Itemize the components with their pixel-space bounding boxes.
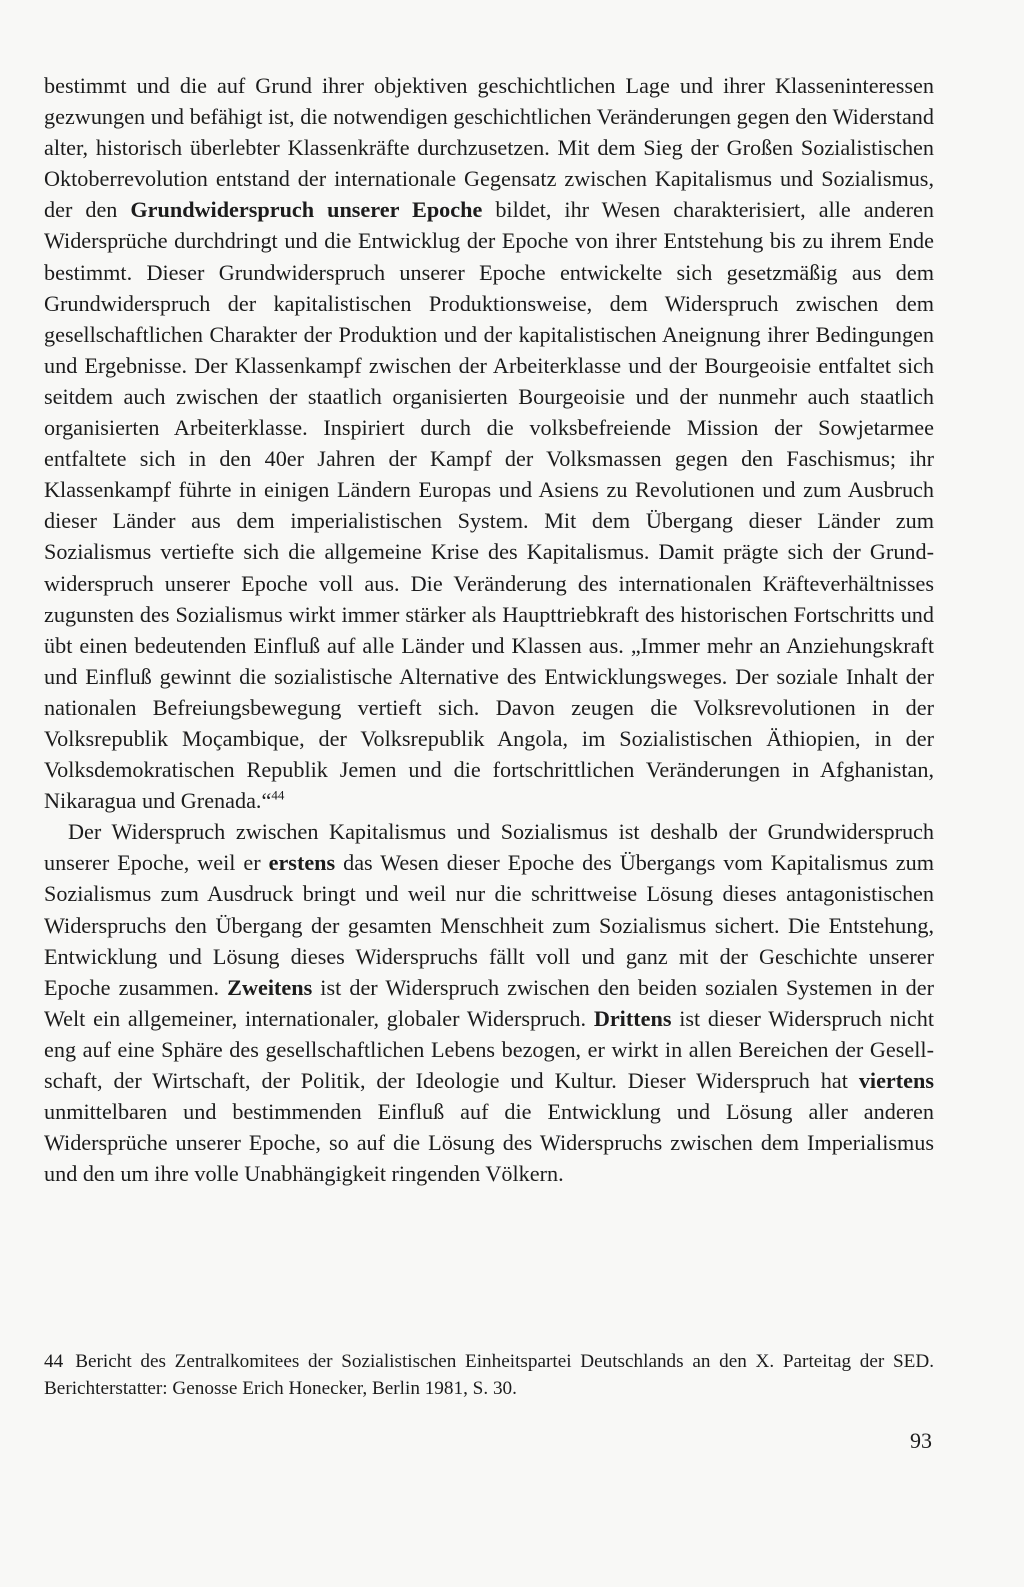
footnote — [44, 1348, 934, 1402]
bold-term: Drittens — [593, 1005, 672, 1031]
page-number: 93 — [910, 1428, 932, 1453]
body-text — [44, 70, 934, 1189]
text-segment: das Wesen dieser Epoche des Übergangs vom Kapitalismus zum Sozialismus zum Ausdruck bringt und weil nur die schrittweise Lösung dieses antagonistischen Widerspruchs den Übergang der gesamten Menschheit zum Sozialismus sichert. Die Entstehung, Entwicklung und Lösung dieses Widerspruchs fällt voll und ganz mit der Geschichte unserer Epoche zusammen. — [44, 850, 934, 1000]
text-segment: Der Widerspruch zwischen Kapitalismus und Sozialismus ist deshalb der Grundwiderspruch unserer Epoche, weil er — [44, 819, 934, 876]
text-segment: ist der Widerspruch zwischen den beiden sozialen Systemen in der Welt ein allgemeiner, internationaler, globaler Widerspruch. — [44, 974, 934, 1031]
bold-term: Grundwiderspruch unserer Epoche — [130, 197, 483, 223]
bold-term: Zweitens — [227, 974, 313, 1000]
paragraph-1 — [44, 70, 934, 816]
text-segment: unmittelbaren und bestimmenden Einfluß auf die Entwicklung und Lösung aller anderen Widersprüche unserer Epoche, so auf die Lösung des Widerspruchs zwischen dem Imperialismus und den um ihre volle Unabhängigkeit ringenden Völkern. — [44, 1099, 934, 1187]
text-segment: bildet, ihr Wesen charakterisiert, alle anderen Widersprüche durchdringt und die Entwicklug der Epoche von ihrer Entstehung bis zu ihrem Ende bestimmt. Dieser Grundwiderspruch unserer Epoche entwickelte sich gesetzmäßig aus dem Grundwiderspruch der kapitalistischen Produktionsweise, dem Widerspruch zwischen dem gesellschaftlichen Charakter der Produktion und der kapitalistischen Aneignung ihrer Bedingungen und Ergebnisse. Der Klassenkampf zwischen der Arbeiterklasse und der Bourgeoisie entfaltet sich seitdem auch zwischen der staatlich organisierten Bourgeoisie und der nunmehr auch staatlich organisierten Arbeiterklasse. Inspiriert durch die volksbefreiende Mission der Sowjetarmee entfaltete sich in den 40er Jahren der Kampf der Volksmassen gegen den Faschismus; ihr Klassenkampf führte in einigen Ländern Europas und Asiens zu Revolutionen und zum Ausbruch dieser Länder aus dem imperialistischen System. Mit dem Übergang dieser Länder zum Sozialismus vertiefte sich die allgemeine Krise des Kapitalismus. Damit prägte sich der Grundwiderspruch unserer Epoche voll aus. Die Veränderung des internationalen Kräfteverhältnisses zugunsten des Sozialismus wirkt immer stärker als Haupttriebkraft des historischen Fortschritts und übt einen bedeutenden Einfluß auf alle Länder und Klassen aus. „Immer mehr an Anziehungskraft und Einfluß gewinnt die sozialistische Alternative des Entwicklungsweges. Der soziale Inhalt der nationalen Befreiungsbewegung vertieft sich. Davon zeugen die Volksrevolutionen in der Volksrepublik Moçambique, der Volksrepublik Angola, im Sozialistischen Äthiopien, in der Volksdemokratischen Republik Jemen und die fortschrittlichen Veränderungen in Afghanistan, Nikaragua und Grenada.“ — [44, 197, 934, 814]
text-segment: ist dieser Widerspruch nicht eng auf eine Sphäre des gesellschaftlichen Lebens bezogen, er wirkt in allen Bereichen der Gesellschaft, der Wirtschaft, der Politik, der Ideologie und Kultur. Dieser Widerspruch hat — [44, 1005, 934, 1093]
bold-term: viertens — [858, 1068, 934, 1093]
paragraph-2 — [44, 816, 934, 1189]
text-segment: bestimmt und die auf Grund ihrer objektiven geschichtlichen Lage und ihrer Klasseninteressen gezwungen und befähigt ist, die notwendigen geschichtlichen Veränderungen gegen den Widerstand alter, historisch überlebter Klassenkräfte durchzusetzen. Mit dem Sieg der Großen Sozialistischen Oktoberrevolution entstand der internationale Gegensatz zwischen Kapitalismus und Sozialismus, der den — [44, 73, 934, 223]
footnote-text: Bericht des Zentralkomitees der Sozialistischen Einheitspartei Deutschlands an den X. Parteitag der SED. Berichterstatter: Genosse Erich Honecker, Berlin 1981, S. 30. — [44, 1351, 934, 1399]
bold-term: erstens — [268, 850, 336, 876]
footnote-number: 44 — [44, 1351, 64, 1372]
footnote-reference[interactable]: 44 — [271, 787, 285, 803]
